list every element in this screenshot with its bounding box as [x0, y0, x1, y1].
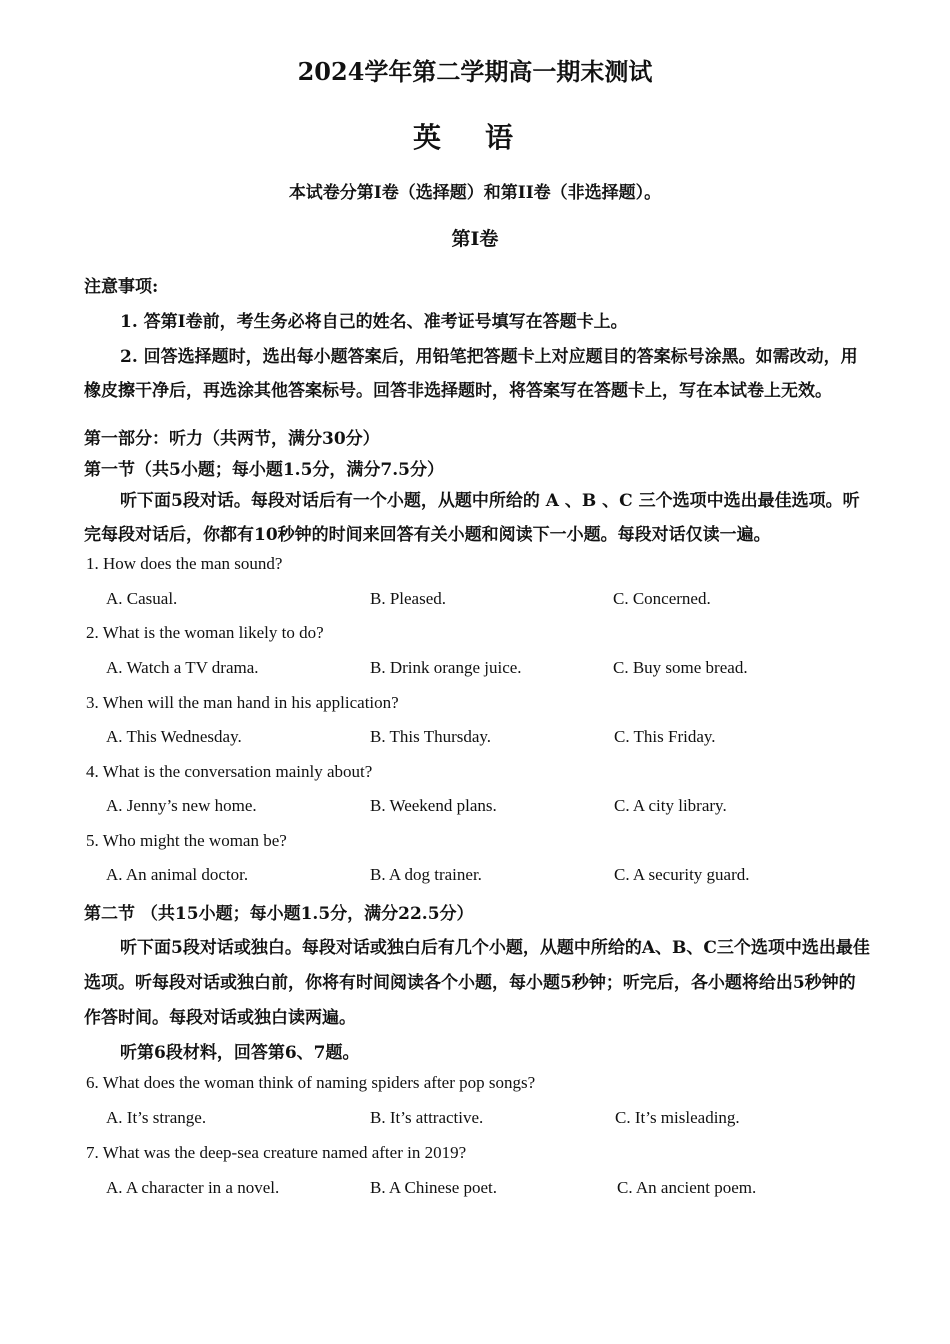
question-2: 2. What is the woman likely to do? [86, 623, 324, 642]
question-3: 3. When will the man hand in his application? [86, 693, 399, 712]
question-3-option-b: B. This Thursday. [370, 727, 492, 746]
question-6-option-b: B. It’s attractive. [370, 1108, 484, 1127]
question-5: 5. Who might the woman be? [86, 831, 287, 850]
notes-heading: 注意事项: [84, 277, 159, 297]
paper-description: 本试卷分第I卷（选择题）和第II卷（非选择题）。 [288, 183, 662, 203]
question-4-option-a: A. Jenny’s new home. [106, 796, 257, 815]
question-4-option-b: B. Weekend plans. [370, 796, 497, 815]
section2-instruction-line-2: 选项。听每段对话或独白前，你将有时间阅读各个小题，每小题5秒钟；听完后，各小题将给出5秒钟的 [84, 973, 856, 993]
question-7-option-a: A. A character in a novel. [106, 1178, 280, 1197]
part1-heading: 第一部分：听力（共两节，满分30分） [84, 429, 380, 449]
question-6-option-c: C. It’s misleading. [615, 1108, 740, 1127]
section1-instruction-line-2: 完每段对话后，你都有10秒钟的时间来回答有关小题和阅读下一小题。每段对话仅读一遍。 [84, 525, 771, 545]
question-4-option-c: C. A city library. [614, 796, 727, 815]
question-5-option-b: B. A dog trainer. [370, 865, 482, 884]
question-4: 4. What is the conversation mainly about? [86, 762, 373, 781]
material-6-instruction: 听第6段材料，回答第6、7题。 [120, 1043, 360, 1063]
section1-heading: 第一节（共5小题；每小题1.5分，满分7.5分） [84, 460, 444, 480]
section1-instruction-line-1: 听下面5段对话。每段对话后有一个小题，从题中所给的 A 、B 、C 三个选项中选出最佳选项。听 [120, 491, 860, 511]
notes-item-2-line-2: 橡皮擦干净后，再选涂其他答案标号。回答非选择题时，将答案写在答题卡上，写在本试卷上无效。 [84, 381, 832, 401]
question-7-option-c: C. An ancient poem. [617, 1178, 757, 1197]
question-5-option-c: C. A security guard. [614, 865, 750, 884]
volume-title: 第I卷 [451, 228, 499, 250]
question-2-option-b: B. Drink orange juice. [370, 658, 522, 677]
section2-instruction-line-1: 听下面5段对话或独白。每段对话或独白后有几个小题，从题中所给的A、B、C三个选项中选出最佳 [120, 938, 870, 958]
question-1-option-b: B. Pleased. [370, 589, 447, 608]
notes-item-2-line-1: 2. 回答选择题时，选出每小题答案后，用铅笔把答题卡上对应题目的答案标号涂黑。如需改动，用 [120, 347, 858, 367]
question-1: 1. How does the man sound? [86, 554, 283, 573]
exam-title: 2024学年第二学期高一期末测试 [297, 57, 653, 86]
subject-title: 英语 [412, 121, 557, 154]
question-2-option-a: A. Watch a TV drama. [106, 658, 259, 677]
question-1-option-c: C. Concerned. [613, 589, 711, 608]
question-6-option-a: A. It’s strange. [106, 1108, 207, 1127]
question-2-option-c: C. Buy some bread. [613, 658, 748, 677]
notes-item-1: 1. 答第I卷前，考生务必将自己的姓名、准考证号填写在答题卡上。 [120, 312, 628, 332]
section2-heading: 第二节 （共15小题；每小题1.5分，满分22.5分） [84, 904, 474, 924]
question-5-option-a: A. An animal doctor. [106, 865, 249, 884]
question-3-option-a: A. This Wednesday. [106, 727, 242, 746]
question-6: 6. What does the woman think of naming spiders after pop songs? [86, 1073, 536, 1092]
question-3-option-c: C. This Friday. [614, 727, 716, 746]
question-7-option-b: B. A Chinese poet. [370, 1178, 498, 1197]
question-7: 7. What was the deep-sea creature named after in 2019? [86, 1143, 467, 1162]
question-1-option-a: A. Casual. [106, 589, 178, 608]
section2-instruction-line-3: 作答时间。每段对话或独白读两遍。 [84, 1008, 356, 1028]
